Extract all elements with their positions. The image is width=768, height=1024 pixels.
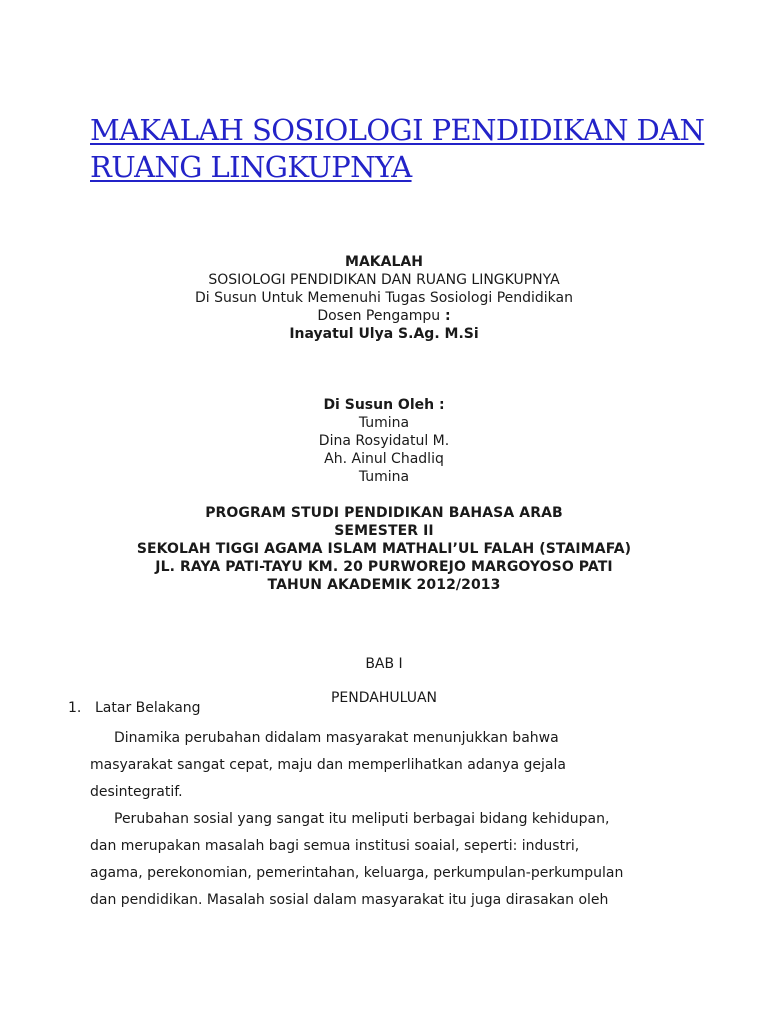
cover-block (0, 253, 768, 343)
author-name: Ah. Ainul Chadliq (324, 451, 444, 467)
author-name: Dina Rosyidatul M. (318, 433, 450, 449)
program-line: SEMESTER II (334, 523, 434, 539)
author-name: Tumina (358, 415, 410, 431)
lecturer-colon: : (440, 308, 451, 324)
section-number: 1. (68, 700, 82, 716)
paragraph-line: Perubahan sosial yang sangat itu meliputi berbagai bidang kehidupan, (114, 811, 610, 827)
lecturer-name: Inayatul Ulya S.Ag. M.Si (289, 326, 479, 342)
cover-subtitle: SOSIOLOGI PENDIDIKAN DAN RUANG LINGKUPNYA (208, 272, 560, 288)
section-title: Latar Belakang (95, 700, 201, 716)
authors-label: Di Susun Oleh : (323, 397, 445, 413)
paragraph-line: dan pendidikan. Masalah sosial dalam masyarakat itu juga dirasakan oleh (90, 892, 609, 908)
lecturer-label-line (0, 307, 768, 325)
program-line: JL. RAYA PATI-TAYU KM. 20 PURWOREJO MARGOYOSO PATI (155, 559, 613, 575)
program-line: TAHUN AKADEMIK 2012/2013 (267, 577, 501, 593)
paragraph-line: Dinamika perubahan didalam masyarakat menunjukkan bahwa (114, 730, 559, 746)
chapter-title: PENDAHULUAN (330, 690, 438, 706)
author-name: Tumina (358, 469, 410, 485)
program-line: PROGRAM STUDI PENDIDIKAN BAHASA ARAB (205, 505, 563, 521)
cover-purpose: Di Susun Untuk Memenuhi Tugas Sosiologi Pendidikan (195, 290, 573, 306)
program-line: SEKOLAH TIGGI AGAMA ISLAM MATHALI’UL FALAH (STAIMAFA) (136, 541, 632, 557)
document-title[interactable]: MAKALAH SOSIOLOGI PENDIDIKAN DAN RUANG LINGKUPNYA (90, 113, 705, 184)
chapter-number: BAB I (365, 656, 403, 672)
paragraph-line: dan merupakan masalah bagi semua institusi soaial, seperti: industri, (90, 838, 580, 854)
paragraph-line: desintegratif. (90, 784, 183, 800)
body-text (90, 725, 690, 914)
cover-heading: MAKALAH (345, 254, 423, 270)
paragraph-line: agama, perekonomian, pemerintahan, keluarga, perkumpulan-perkumpulan (90, 865, 624, 881)
lecturer-label: Dosen Pengampu (317, 308, 441, 324)
program-block (0, 504, 768, 594)
section-heading (68, 699, 201, 717)
paragraph-line: masyarakat sangat cepat, maju dan memperlihatkan adanya gejala (90, 757, 566, 773)
authors-block (0, 396, 768, 486)
